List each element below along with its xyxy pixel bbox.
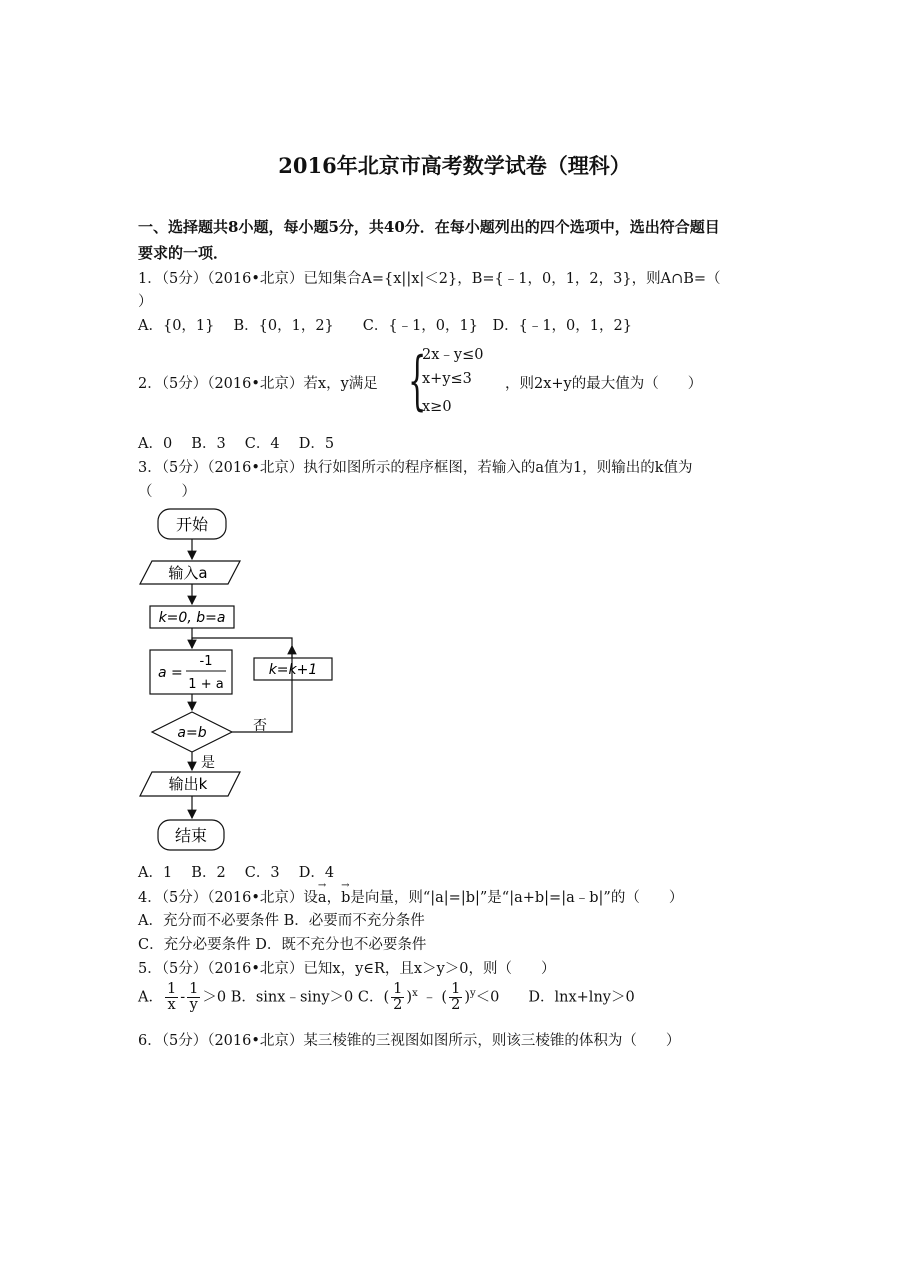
vector-a: → a	[318, 890, 327, 906]
flow-update-label: k=k+1	[268, 662, 318, 678]
flow-assign-lhs: a =	[158, 665, 183, 681]
flow-end-label: 结束	[174, 826, 208, 845]
flow-assign-numerator: -1	[199, 654, 213, 669]
section-heading-line2: 要求的一项．	[138, 244, 229, 262]
question-2-suffix: ，则2x+y的最大值为（ ）	[505, 376, 703, 392]
flow-output-label: 输出k	[168, 775, 208, 793]
question-3-text: 3．（5分）（2016•北京）执行如图所示的程序框图，若输入的a值为1，则输出的k值为	[138, 460, 693, 476]
page-title: 2016年北京市高考数学试卷（理科）	[278, 153, 631, 178]
option-a-label: A．	[138, 989, 163, 1006]
question-3-options: A．1 B．2 C．3 D．4	[138, 865, 335, 881]
exponent-x: x	[412, 987, 418, 999]
fraction-one-half: $\frac{1}{2}$	[451, 981, 461, 1014]
section-heading-line1: 一、选择题共8小题，每小题5分，共40分．在每小题列出的四个选项中，选出符合题目	[138, 218, 720, 236]
flow-init-label: k=0, b=a	[158, 610, 226, 626]
question-1-close: ）	[138, 294, 153, 310]
constraint-row: x≥0	[422, 399, 452, 415]
question-4-options-2: C．充分必要条件 D．既不充分也不必要条件	[138, 937, 427, 953]
flow-decision-label: a=b	[177, 725, 207, 741]
question-4-text: 4．（5分）（2016•北京）设→ a，→ b是向量，则“|a|=|b|”是“|a+b|=|a﹣b|”的（ ）	[138, 886, 683, 907]
question-6-text: 6．（5分）（2016•北京）某三棱锥的三视图如图所示，则该三棱锥的体积为（ ）	[138, 1033, 681, 1049]
question-2-prefix: 2．（5分）（2016•北京）若x，y满足	[138, 376, 378, 392]
option-a-rest: ＞0 B．sinx﹣siny＞0 C．	[202, 989, 384, 1006]
flow-yes-label: 是	[201, 755, 215, 771]
flow-start-label: 开始	[175, 515, 209, 534]
question-5-text: 5．（5分）（2016•北京）已知x，y∈R，且x＞y＞0，则（ ）	[138, 961, 556, 977]
brace-icon: {	[408, 344, 427, 418]
question-4-prefix: 4．（5分）（2016•北京）设	[138, 890, 318, 906]
question-1-text: 1．（5分）（2016•北京）已知集合A={x||x|＜2}，B={﹣1，0，1，2，3}，则A∩B=（	[138, 271, 721, 287]
vector-b: → b	[341, 890, 350, 906]
question-3-close: （ ）	[138, 484, 196, 500]
question-2-options: A．0 B．3 C．4 D．5	[138, 436, 335, 452]
question-4-mid: 是向量，则“|a|=|b|”是“|a+b|=|a﹣b|”的（ ）	[350, 890, 684, 906]
flowchart	[130, 500, 350, 860]
constraint-row: 2x﹣y≤0	[422, 347, 484, 363]
constraint-system	[408, 343, 518, 419]
flow-assign-denominator: 1 + a	[188, 677, 224, 692]
fraction-one-over-x: $\frac{1}{x}$	[166, 981, 177, 1014]
question-1-options: A．{0，1} B．{0，1，2} C．{﹣1，0，1} D．{﹣1，0，1，2}	[138, 318, 632, 334]
constraint-row: x+y≤3	[422, 371, 472, 387]
question-5-options: A． $\frac{1}{x}$ - $\frac{1}{y}$ ＞0 B．sinx﹣siny＞0 C．( $\frac{1}{2}$ )$^x$ ﹣ ( $\frac{1}{2}$ )$^y$＜0 D．lnx+lny＞0	[138, 981, 635, 1014]
fraction-one-half: $\frac{1}{2}$	[393, 981, 403, 1014]
fraction-one-over-y: $\frac{1}{y}$	[189, 981, 199, 1014]
flow-no-label: 否	[253, 718, 267, 734]
flow-input-label: 输入a	[168, 564, 208, 582]
question-4-options-1: A．充分而不必要条件 B．必要而不充分条件	[138, 913, 425, 929]
option-c-rest: ＜0 D．lnx+lny＞0	[475, 989, 635, 1006]
exponent-y: y	[470, 987, 476, 999]
